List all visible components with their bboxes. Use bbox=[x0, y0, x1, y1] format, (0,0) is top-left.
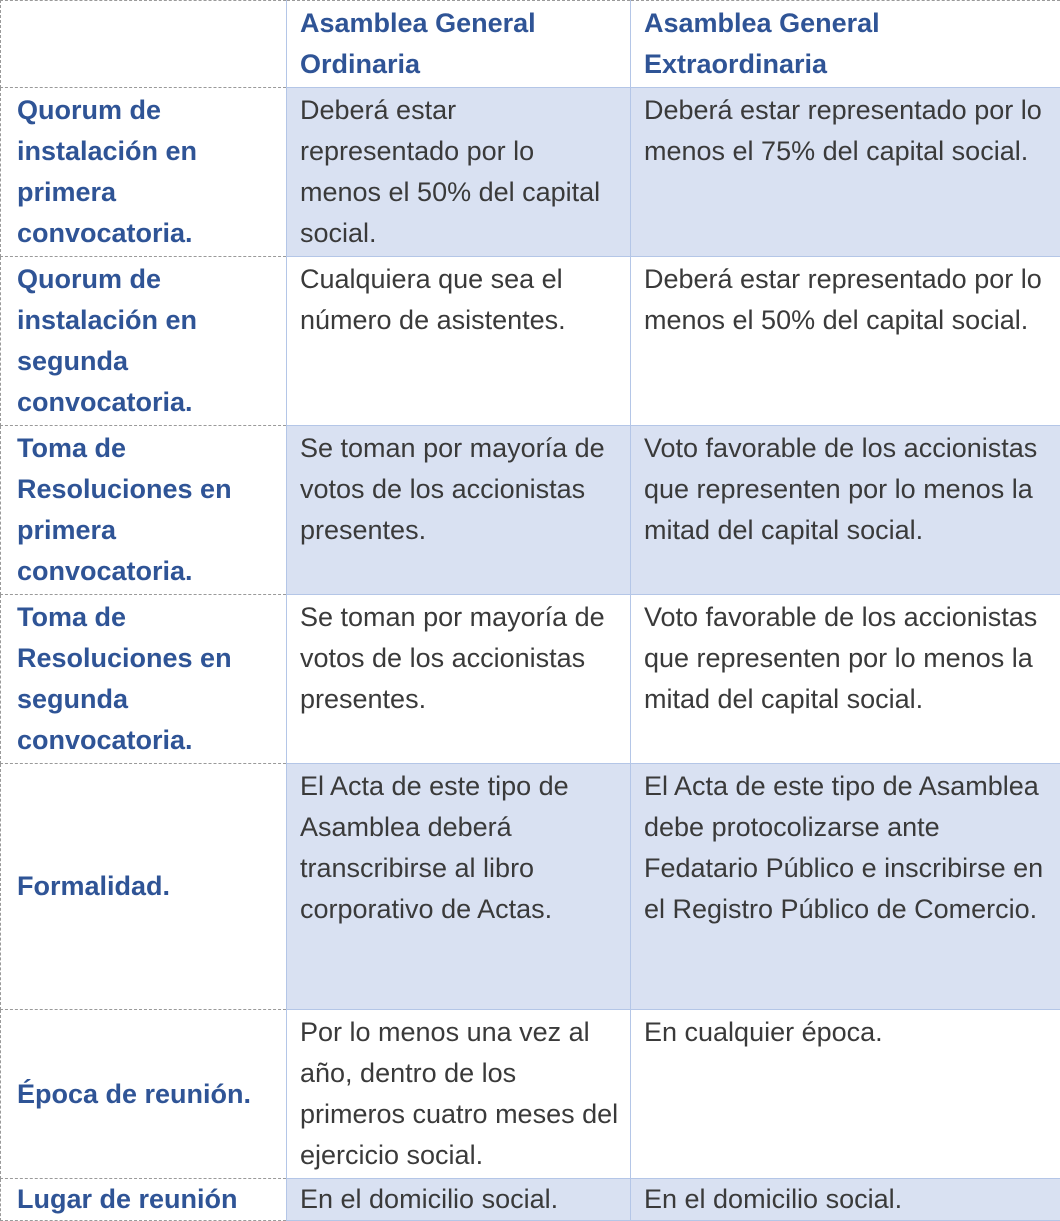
table-row-resoluciones-segunda bbox=[1, 595, 1060, 764]
header-row bbox=[1, 1, 1060, 88]
table-row-quorum-segunda bbox=[1, 257, 1060, 426]
cell-extraordinaria: Voto favorable de los accionistas que representen por lo menos la mitad del capital social. bbox=[631, 426, 1060, 595]
row-label: Formalidad. bbox=[1, 764, 287, 1010]
table-row-resoluciones-primera bbox=[1, 426, 1060, 595]
cell-ordinaria: En el domicilio social. bbox=[287, 1179, 631, 1221]
table-row-lugar bbox=[1, 1179, 1060, 1221]
column-header-extraordinaria: Asamblea General Extraordinaria bbox=[631, 1, 1060, 88]
cell-extraordinaria: El Acta de este tipo de Asamblea debe protocolizarse ante Fedatario Público e inscribirse en el Registro Público de Comercio. bbox=[631, 764, 1060, 1010]
cell-extraordinaria: Voto favorable de los accionistas que representen por lo menos la mitad del capital social. bbox=[631, 595, 1060, 764]
row-label: Lugar de reunión bbox=[1, 1179, 287, 1221]
cell-extraordinaria: Deberá estar representado por lo menos el 75% del capital social. bbox=[631, 88, 1060, 257]
row-label: Quorum de instalación en primera convocatoria. bbox=[1, 88, 287, 257]
corner-cell bbox=[1, 1, 287, 88]
table-row-quorum-primera bbox=[1, 88, 1060, 257]
cell-ordinaria: Se toman por mayoría de votos de los accionistas presentes. bbox=[287, 595, 631, 764]
cell-extraordinaria: En el domicilio social. bbox=[631, 1179, 1060, 1221]
cell-ordinaria: El Acta de este tipo de Asamblea deberá transcribirse al libro corporativo de Actas. bbox=[287, 764, 631, 1010]
cell-ordinaria: Se toman por mayoría de votos de los accionistas presentes. bbox=[287, 426, 631, 595]
row-label: Época de reunión. bbox=[1, 1010, 287, 1179]
row-label: Toma de Resoluciones en primera convocatoria. bbox=[1, 426, 287, 595]
row-label: Quorum de instalación en segunda convocatoria. bbox=[1, 257, 287, 426]
column-header-ordinaria: Asamblea General Ordinaria bbox=[287, 1, 631, 88]
row-label: Toma de Resoluciones en segunda convocatoria. bbox=[1, 595, 287, 764]
cell-ordinaria: Deberá estar representado por lo menos el 50% del capital social. bbox=[287, 88, 631, 257]
cell-extraordinaria: Deberá estar representado por lo menos el 50% del capital social. bbox=[631, 257, 1060, 426]
cell-extraordinaria: En cualquier época. bbox=[631, 1010, 1060, 1179]
table-row-formalidad bbox=[1, 764, 1060, 1010]
cell-ordinaria: Por lo menos una vez al año, dentro de los primeros cuatro meses del ejercicio social. bbox=[287, 1010, 631, 1179]
table-row-epoca bbox=[1, 1010, 1060, 1179]
cell-ordinaria: Cualquiera que sea el número de asistentes. bbox=[287, 257, 631, 426]
